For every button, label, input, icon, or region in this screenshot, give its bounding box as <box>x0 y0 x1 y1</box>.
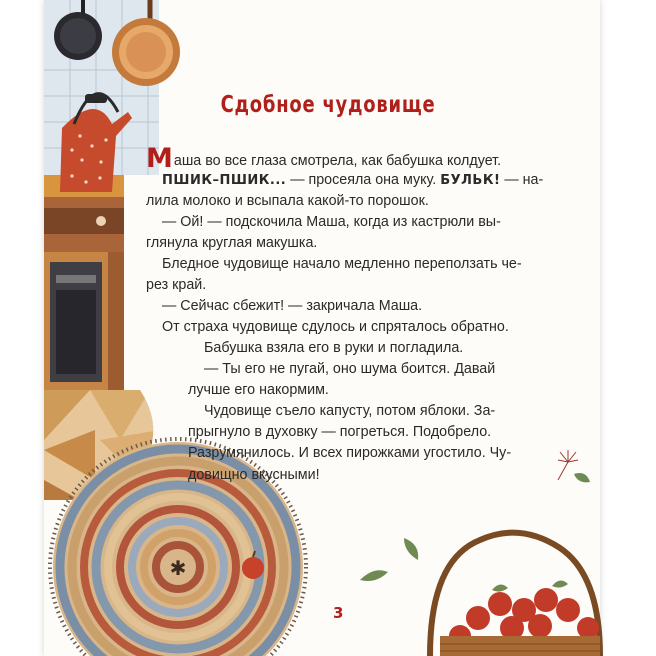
sound-effect-splash: БУЛЬК! <box>440 173 501 188</box>
paragraph-5-line-1: — Сейчас сбежит! — закричала Маша. <box>162 298 423 314</box>
svg-text:✱: ✱ <box>169 556 187 580</box>
paragraph-1-line-1: аша во все глаза смотрела, как бабушка колдует. <box>173 153 502 169</box>
paragraph-9-line-3: Разрумянилось. И всех пирожками угостило. Чу- <box>188 445 512 462</box>
paragraph-4 <box>146 254 522 296</box>
paragraph-9 <box>188 401 512 486</box>
story-title: Сдобное чудовище <box>220 92 436 118</box>
paragraph-3-line-1: — Ой! — подскочила Маша, когда из кастрюли вы- <box>162 214 501 230</box>
paragraph-3 <box>146 212 501 254</box>
paragraph-7 <box>204 338 463 359</box>
paragraph-9-line-2: прыгнуло в духовку — погреться. Подобрело. <box>188 424 492 441</box>
paragraph-6-line-1: От страха чудовище сдулось и спряталось обратно. <box>162 319 509 335</box>
paragraph-1 <box>146 143 502 174</box>
apple-basket-icon <box>430 533 600 656</box>
paragraph-4-line-1: Бледное чудовище начало медленно переползать че- <box>162 256 522 272</box>
sound-effect-sift: ПШИК–ПШИК... <box>162 173 287 188</box>
paragraph-9-line-1: Чудовище съело капусту, потом яблоки. За- <box>204 403 496 419</box>
oven-icon <box>44 252 124 390</box>
paragraph-6 <box>162 317 509 338</box>
paragraph-2-end: — на- <box>500 172 544 188</box>
paragraph-7-line-1: Бабушка взяла его в руки и погладила. <box>204 340 464 356</box>
paragraph-4-line-2: рез край. <box>146 277 207 294</box>
paragraph-9-line-4: довищно вкусными! <box>188 466 320 483</box>
paragraph-2-line-2: лила молоко и всыпала какой-то порошок. <box>146 193 429 210</box>
page-number: 3 <box>333 604 344 622</box>
dropcap: М <box>146 143 173 174</box>
paragraph-8 <box>188 359 496 401</box>
paragraph-5 <box>162 296 422 317</box>
leaf-icon <box>360 473 590 581</box>
paragraph-2-mid: — просеяла она муку. <box>286 172 441 188</box>
paragraph-8-line-2: лучше его накормим. <box>188 382 329 399</box>
paragraph-8-line-1: — Ты его не пугай, оно шума боится. Давай <box>204 361 496 377</box>
paragraph-2 <box>146 170 544 212</box>
paragraph-3-line-2: глянула круглая макушка. <box>146 235 318 252</box>
